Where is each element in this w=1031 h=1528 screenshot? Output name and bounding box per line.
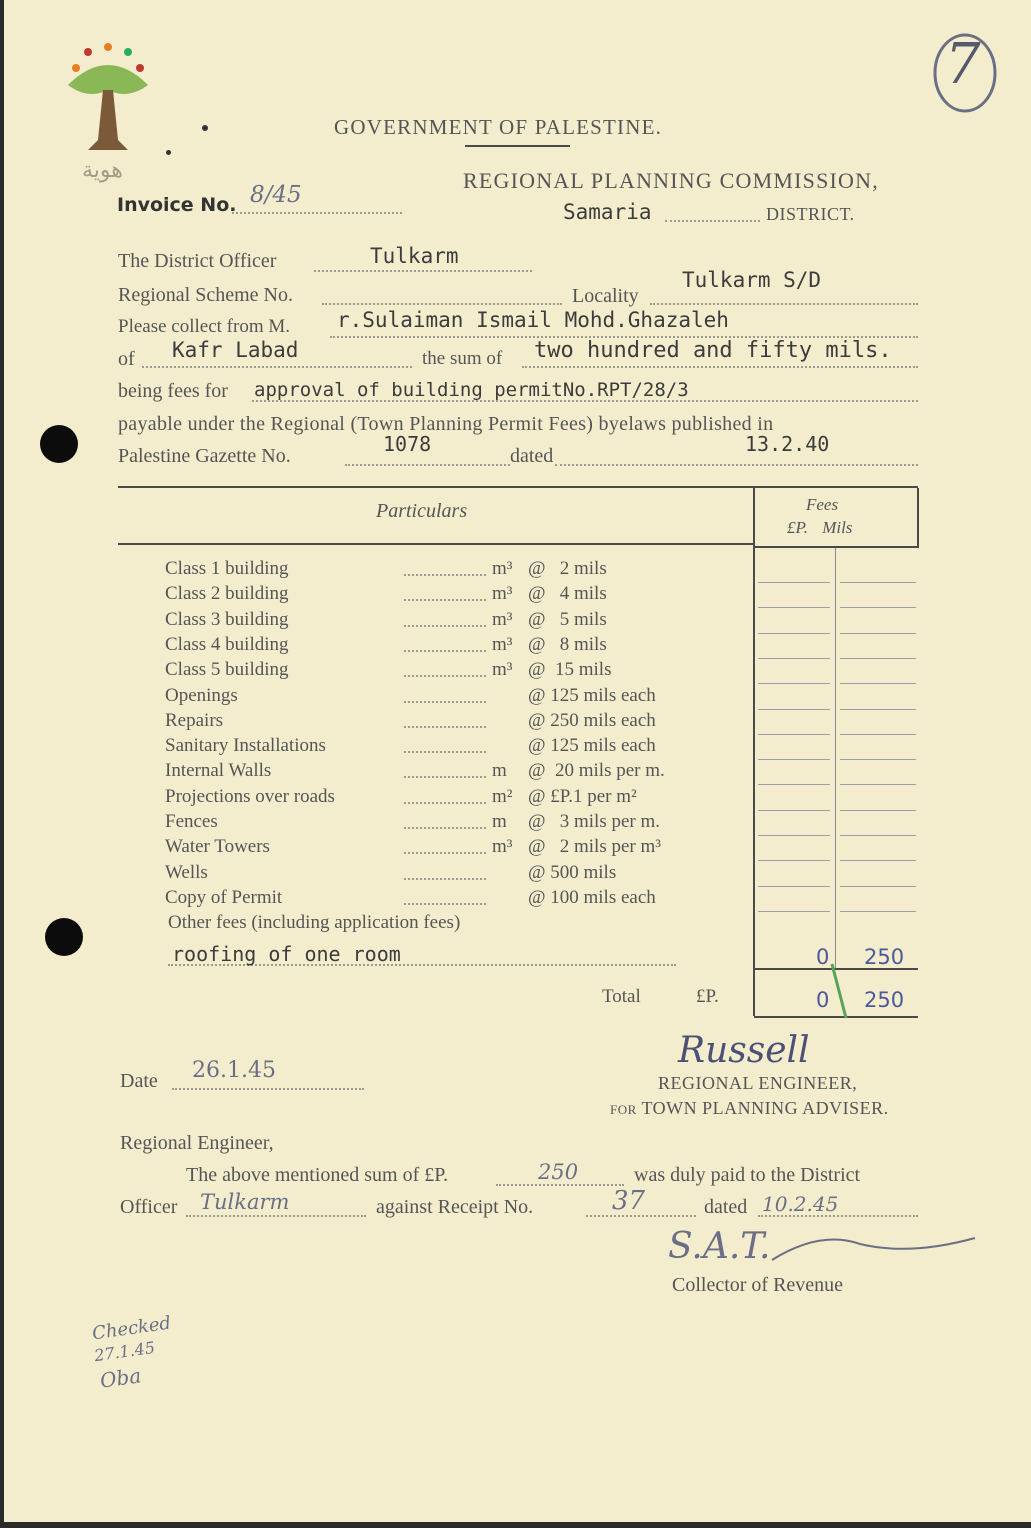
fee-row-pounds-cell <box>758 886 830 887</box>
fees-for-label: being fees for <box>118 380 228 402</box>
of-value: Kafr Labad <box>172 338 299 362</box>
scheme-field <box>322 303 562 305</box>
heritage-tree-logo <box>58 40 158 155</box>
engineer-signature: Russell <box>678 1030 810 1071</box>
total-label: Total <box>602 986 641 1007</box>
fee-row-unit: m <box>492 760 507 781</box>
table-top-rule <box>118 486 918 488</box>
fee-row-rate: @ 100 mils each <box>528 887 656 908</box>
fee-row-name: Class 5 building <box>165 659 289 680</box>
collect-label: Please collect from M. <box>118 316 291 337</box>
fee-row-mils-cell <box>840 607 916 608</box>
particulars-header: Particulars <box>376 500 468 522</box>
fee-row-quantity-field <box>404 701 486 703</box>
adviser-title: for TOWN PLANNING ADVISER. <box>610 1098 889 1118</box>
fee-row-quantity-field <box>404 776 486 778</box>
other-fees-value: roofing of one room <box>172 942 401 966</box>
checked-date: 27.1.45 <box>92 1337 157 1366</box>
fees-for-value: approval of building permitNo.RPT/28/3 <box>254 379 689 401</box>
district-officer-value: Tulkarm <box>370 244 459 268</box>
district-value: Samaria <box>563 200 652 224</box>
fee-row-name: Class 3 building <box>165 609 289 630</box>
fee-row-unit: m³ <box>492 659 513 680</box>
invoice-number: 8/45 <box>250 182 302 208</box>
fee-row-name: Class 2 building <box>165 583 289 604</box>
locality-field <box>650 303 918 305</box>
fee-row-mils-cell <box>840 784 916 785</box>
fee-row-pounds-cell <box>758 759 830 760</box>
fee-row-quantity-field <box>404 650 486 652</box>
gazette-field <box>345 464 510 466</box>
gazette-label: Palestine Gazette No. <box>118 445 291 467</box>
paid-text-2: was duly paid to the District <box>634 1164 861 1186</box>
total-currency: £P. <box>696 986 719 1007</box>
fee-row-pounds-cell <box>758 784 830 785</box>
fee-row-quantity-field <box>404 675 486 677</box>
page-number-circle <box>925 28 1005 118</box>
signature-flourish <box>770 1220 980 1270</box>
invoice-number-field <box>232 212 402 214</box>
fee-row-quantity-field <box>404 625 486 627</box>
fee-row-pounds-cell <box>758 709 830 710</box>
dated-value: 13.2.40 <box>745 432 830 456</box>
fee-row-pounds-cell <box>758 734 830 735</box>
receipt-label: against Receipt No. <box>376 1196 534 1218</box>
fee-row-rate: @ 20 mils per m. <box>528 760 665 781</box>
table-divider <box>753 488 755 1016</box>
sum-label: the sum of <box>422 348 503 369</box>
fee-row-unit: m² <box>492 786 513 807</box>
stray-mark <box>202 125 208 131</box>
commission-title: REGIONAL PLANNING COMMISSION, <box>463 168 879 193</box>
fees-right-border <box>917 488 919 548</box>
total-mils: 250 <box>864 988 905 1012</box>
fee-row-unit: m³ <box>492 609 513 630</box>
fee-row-quantity-field <box>404 878 486 880</box>
fee-row-name: Projections over roads <box>165 786 335 807</box>
title-underline <box>465 145 570 147</box>
locality-label: Locality <box>572 285 639 307</box>
collect-value: r.Sulaiman Ismail Mohd.Ghazaleh <box>337 308 729 332</box>
fee-row-unit: m <box>492 811 507 832</box>
date-value: 26.1.45 <box>192 1058 276 1083</box>
gazette-value: 1078 <box>383 432 432 456</box>
fee-row-pounds-cell <box>758 683 830 684</box>
locality-value: Tulkarm S/D <box>682 268 822 292</box>
table-header-rule <box>118 543 754 545</box>
fee-row-pounds-cell <box>758 607 830 608</box>
fee-row-name: Internal Walls <box>165 760 272 781</box>
other-fees-pounds: 0 <box>816 945 830 969</box>
government-title: GOVERNMENT OF PALESTINE. <box>334 115 663 139</box>
fee-row-mils-cell <box>840 582 916 583</box>
fee-row-name: Sanitary Installations <box>165 735 326 756</box>
fee-row-quantity-field <box>404 852 486 854</box>
fee-row-name: Copy of Permit <box>165 887 283 908</box>
receipt-number: 37 <box>612 1186 646 1216</box>
fee-row-name: Water Towers <box>165 836 270 857</box>
fee-row-unit: m³ <box>492 634 513 655</box>
fee-row-name: Fences <box>165 811 218 832</box>
mils-divider <box>835 548 836 968</box>
fee-row-rate: @ 500 mils <box>528 862 617 883</box>
fee-row-pounds-cell <box>758 810 830 811</box>
punch-hole <box>45 918 83 956</box>
fee-row-pounds-cell <box>758 835 830 836</box>
fee-row-quantity-field <box>404 574 486 576</box>
checked-note: Checked <box>90 1312 173 1345</box>
officer-label: Officer <box>120 1196 178 1218</box>
fee-row-mils-cell <box>840 886 916 887</box>
punch-hole <box>40 425 78 463</box>
fee-row-rate: @ 5 mils <box>528 609 607 630</box>
fees-subheader: £P. Mils <box>787 518 853 537</box>
paid-amount: 250 <box>538 1160 579 1184</box>
stray-mark <box>166 150 171 155</box>
scan-edge-left <box>0 0 4 1528</box>
fee-row-quantity-field <box>404 726 486 728</box>
fee-row-quantity-field <box>404 903 486 905</box>
district-officer-label: The District Officer <box>118 250 277 272</box>
fee-row-rate: @ 2 mils per m³ <box>528 836 661 857</box>
fee-row-quantity-field <box>404 599 486 601</box>
fee-row-name: Class 1 building <box>165 558 289 579</box>
paid-text-1: The above mentioned sum of £P. <box>186 1164 449 1186</box>
fee-row-rate: @ £P.1 per m² <box>528 786 637 807</box>
sum-field <box>522 366 918 368</box>
of-field <box>142 366 412 368</box>
fee-row-rate: @ 250 mils each <box>528 710 656 731</box>
byelaws-text: payable under the Regional (Town Planning Permit Fees) byelaws published in <box>118 413 774 435</box>
paid-amount-field <box>496 1184 624 1186</box>
fee-row-rate: @ 15 mils <box>528 659 612 680</box>
dated-label: dated <box>510 445 554 467</box>
fee-row-mils-cell <box>840 810 916 811</box>
checked-initials: Oba <box>98 1363 143 1393</box>
fee-row-unit: m³ <box>492 583 513 604</box>
fee-row-pounds-cell <box>758 911 830 912</box>
total-pounds: 0 <box>816 988 830 1012</box>
district-officer-field <box>314 270 532 272</box>
invoice-label: Invoice No. <box>117 194 237 216</box>
district-label: DISTRICT. <box>766 204 855 224</box>
receipt-dated-value: 10.2.45 <box>762 1192 839 1216</box>
regional-engineer-label: Regional Engineer, <box>120 1132 274 1154</box>
engineer-title: REGIONAL ENGINEER, <box>658 1073 858 1093</box>
fee-row-pounds-cell <box>758 658 830 659</box>
fee-row-mils-cell <box>840 759 916 760</box>
fee-row-rate: @ 8 mils <box>528 634 607 655</box>
fee-row-rate: @ 2 mils <box>528 558 607 579</box>
fee-row-mils-cell <box>840 911 916 912</box>
fee-row-mils-cell <box>840 709 916 710</box>
fee-row-name: Repairs <box>165 710 224 731</box>
fee-row-pounds-cell <box>758 582 830 583</box>
fee-row-unit: m³ <box>492 836 513 857</box>
fee-row-quantity-field <box>404 751 486 753</box>
fee-row-unit: m³ <box>492 558 513 579</box>
fee-row-name: Class 4 building <box>165 634 289 655</box>
officer-field <box>186 1215 366 1217</box>
district-field <box>665 220 760 222</box>
fee-row-quantity-field <box>404 802 486 804</box>
fee-row-quantity-field <box>404 827 486 829</box>
dated-field <box>555 464 918 466</box>
page-number: 7 <box>945 32 981 97</box>
fee-row-mils-cell <box>840 683 916 684</box>
fees-header: Fees <box>806 495 839 514</box>
fee-row-rate: @ 125 mils each <box>528 685 656 706</box>
green-tick-mark <box>828 962 858 1022</box>
scan-edge-bottom <box>0 1522 1031 1528</box>
fee-row-mils-cell <box>840 860 916 861</box>
fee-row-mils-cell <box>840 633 916 634</box>
fee-row-mils-cell <box>840 734 916 735</box>
fee-row-pounds-cell <box>758 633 830 634</box>
other-fees-mils: 250 <box>864 945 905 969</box>
fee-row-rate: @ 3 mils per m. <box>528 811 661 832</box>
scheme-label: Regional Scheme No. <box>118 284 293 306</box>
date-field <box>172 1088 364 1090</box>
sum-value: two hundred and fifty mils. <box>534 338 892 363</box>
fees-header-rule <box>754 546 918 548</box>
collector-label: Collector of Revenue <box>672 1274 844 1296</box>
fee-row-name: Wells <box>165 862 208 883</box>
fee-row-name: Openings <box>165 685 238 706</box>
fee-row-mils-cell <box>840 835 916 836</box>
fee-row-rate: @ 4 mils <box>528 583 607 604</box>
receipt-dated-label: dated <box>704 1196 748 1218</box>
fee-row-mils-cell <box>840 658 916 659</box>
date-label: Date <box>120 1070 158 1092</box>
collector-signature: S.A.T. <box>668 1226 771 1267</box>
logo-watermark-text: هوية <box>82 158 123 183</box>
of-label: of <box>118 348 135 370</box>
fee-row-rate: @ 125 mils each <box>528 735 656 756</box>
other-fees-label: Other fees (including application fees) <box>168 912 461 933</box>
fee-row-pounds-cell <box>758 860 830 861</box>
officer-value: Tulkarm <box>200 1190 290 1214</box>
